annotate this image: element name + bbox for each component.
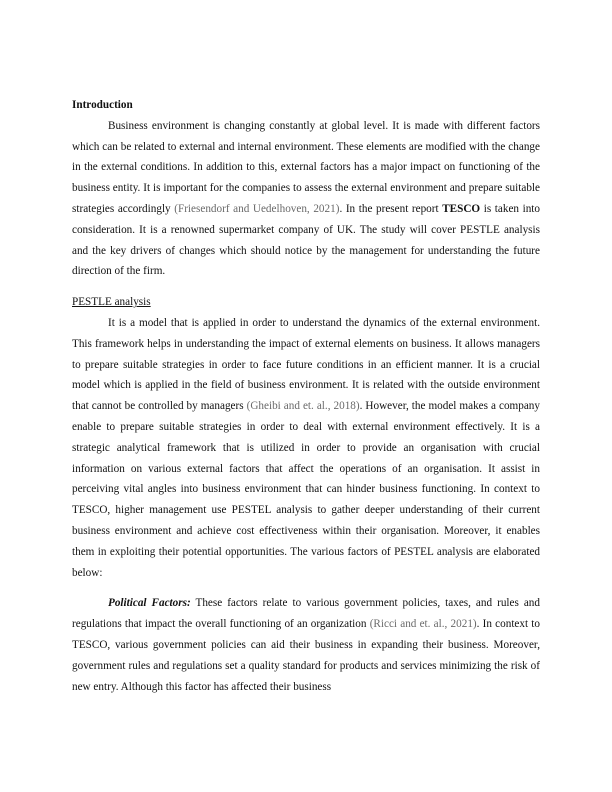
citation-gheibi: (Gheibi and et. al., 2018) [246,400,360,413]
introduction-paragraph [72,116,540,282]
intro-text-2: . In the present report [339,202,443,215]
political-text-1: These factors relate to various government policies, taxes, and rules and regulations that impact the overall functioning of an organization [72,597,540,631]
citation-ricci: (Ricci and et. al., 2021) [369,618,477,631]
pestle-paragraph [72,313,540,583]
political-factors-paragraph [72,593,540,697]
pestle-text-1: It is a model that is applied in order to understand the dynamics of the external environment. This framework helps in understanding the impact of external elements on business. It allows managers to prepare suitable strategies in order to face future conditions in an efficient manner. It is a crucial model which is applied in the field of business environment. It is related with the outside environment that cannot be controlled by managers [72,316,540,413]
intro-text-3: is taken into consideration. It is a renowned supermarket company of UK. The study will cover PESTLE analysis and the key drivers of changes which should notice by the management for understanding the future direction of the firm. [72,202,541,278]
citation-friesendorf: (Friesendorf and Uedelhoven, 2021) [174,202,340,215]
pestle-heading: PESTLE analysis [72,296,151,309]
introduction-heading: Introduction [72,99,133,111]
company-name: TESCO [442,202,481,215]
political-text-2: . In context to TESCO, various government policies can aid their business in expanding their business. Moreover, government rules and regulations set a quality standard for products and services minimizing the risk of new entry. Although this factor has affected their business [72,618,541,693]
pestle-text-2: . However, the model makes a company enable to prepare suitable strategies in order to deal with external environment effectively. It is a strategic analytical framework that is utilized in order to provide an organisation with crucial information on various external factors that affect the operations of an organisation. It assist in perceiving vital angles into business environment that can hinder business functioning. In context to TESCO, higher management use PESTEL analysis to gather deeper understanding of their current business environment and achieve cost effectiveness within their organisation. Moreover, it enables them in exploiting their potential opportunities. The various factors of PESTEL analysis are elaborated below: [72,400,540,579]
intro-text-1: Business environment is changing constantly at global level. It is made with different factors which can be related to external and internal environment. These elements are modified with the change in the external conditions. In addition to this, external factors has a major impact on functioning of the business entity. It is important for the companies to assess the external environment and prepare suitable strategies accordingly [72,119,540,215]
document-body [72,95,540,697]
political-factors-label: Political Factors: [108,597,191,610]
